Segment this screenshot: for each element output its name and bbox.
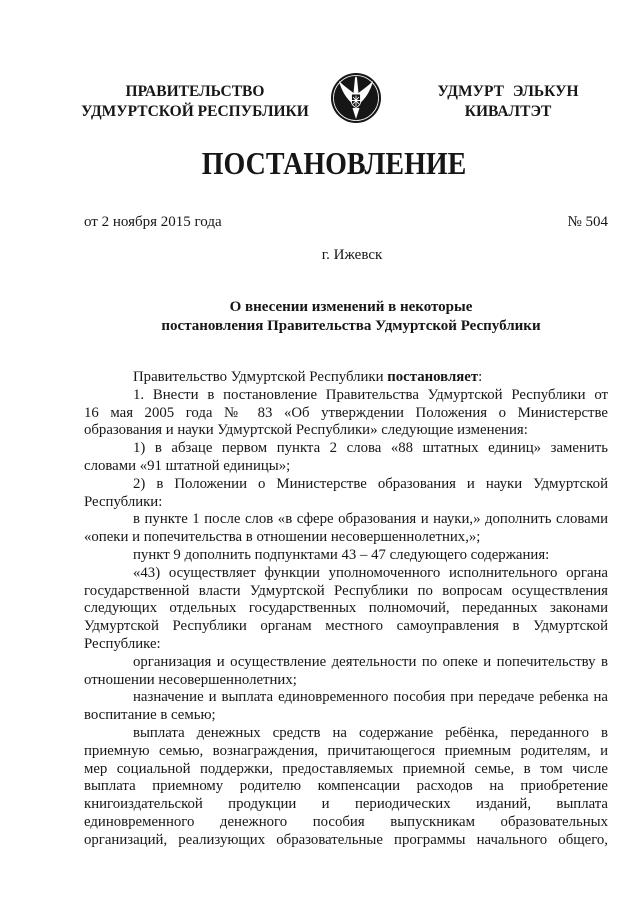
issuer-line: УДМУРТСКОЙ РЕСПУБЛИКИ	[81, 103, 309, 120]
text-line: пункт 9 дополнить подпунктами 43 – 47 следующего содержания:	[133, 546, 550, 563]
text-line: 2) в Положении о Министерстве образования и науки Удмуртской	[133, 475, 608, 492]
text-line: следующих отдельных государственных полномочий, переданных законами	[84, 600, 608, 617]
text-line: Удмуртской Республики органам местного самоуправления в Удмуртской	[84, 618, 608, 635]
paragraph	[84, 547, 608, 565]
paragraph	[84, 689, 608, 725]
paragraph	[84, 511, 608, 547]
issuer-line: ПРАВИТЕЛЬСТВО	[125, 83, 265, 100]
document-city: г. Ижевск	[321, 247, 383, 263]
text-line: организаций, реализующих образовательные программы начального общего,	[84, 831, 608, 848]
text-line: приемную семью, вознаграждения, причитающегося приемным родителям, и	[84, 742, 608, 759]
intro-text: Правительство Удмуртской Республики	[133, 369, 384, 385]
text-line: организация и осуществление деятельности по опеке и попечительству в	[133, 653, 608, 670]
paragraph	[84, 725, 608, 850]
issuer-name-udmurt	[423, 82, 593, 122]
text-line: 16 мая 2005 года № 83 «Об утверждении Положения о Министерстве	[84, 404, 608, 421]
text-line: единовременного денежного пособия выпускникам образовательных	[84, 813, 608, 830]
text-line: книгоиздательской продукции и периодических изданий, выплата	[84, 796, 608, 813]
text-line: Республике:	[84, 635, 161, 652]
intro-verb: постановляет	[387, 369, 479, 385]
text-line: образования и науки Удмуртской Республики» следующие изменения:	[84, 422, 528, 439]
document-body	[84, 369, 608, 850]
text-line: «опеки и попечительства в отношении несовершеннолетних,»;	[84, 529, 481, 546]
text-line: в пункте 1 после слов «в сфере образования и науки,» дополнить словами	[133, 511, 608, 528]
text-line: словами «91 штатной единицы»;	[84, 457, 291, 474]
paragraph	[84, 440, 608, 476]
udmurt-coat-of-arms-icon	[330, 66, 382, 128]
text-line: мер социальной поддержки, предоставляемых приемной семье, в том числе	[84, 760, 608, 777]
text-line: государственной власти Удмуртской Республики по вопросам осуществления	[84, 582, 608, 599]
intro-paragraph	[84, 369, 608, 387]
text-line: выплата приемному родителю компенсации расходов на приобретение	[84, 778, 608, 795]
text-line: «43) осуществляет функции уполномоченного исполнительного органа	[133, 564, 608, 581]
text-line: Республики:	[84, 493, 163, 510]
intro-colon: :	[478, 369, 483, 385]
document-subject	[151, 298, 551, 336]
paragraph	[84, 654, 608, 690]
text-line: назначение и выплата единовременного пособия при передаче ребенка на	[133, 689, 608, 706]
subject-line: О внесении изменений в некоторые	[229, 299, 473, 315]
text-line: воспитание в семью;	[84, 707, 216, 724]
issuer-name-russian	[60, 82, 330, 122]
issuer-line: УДМУРТ ЭЛЬКУН	[437, 83, 579, 100]
issuer-line: КИВАЛТЭТ	[464, 103, 552, 120]
text-line: выплата денежных средств на содержание ребёнка, переданного в	[133, 724, 608, 741]
subject-line: постановления Правительства Удмуртской Республики	[161, 318, 541, 334]
text-line: 1) в абзаце первом пункта 2 слова «88 штатных единиц» заменить	[133, 440, 608, 457]
paragraph	[84, 476, 608, 512]
text-line: отношении несовершеннолетних;	[84, 671, 297, 688]
document-number: № 504	[567, 214, 608, 230]
text-line: 1. Внести в постановление Правительства Удмуртской Республики от	[133, 386, 608, 403]
document-date: от 2 ноября 2015 года	[84, 214, 222, 230]
paragraph	[84, 565, 608, 654]
paragraph	[84, 387, 608, 440]
document-type-title: ПОСТАНОВЛЕНИЕ	[201, 145, 467, 181]
